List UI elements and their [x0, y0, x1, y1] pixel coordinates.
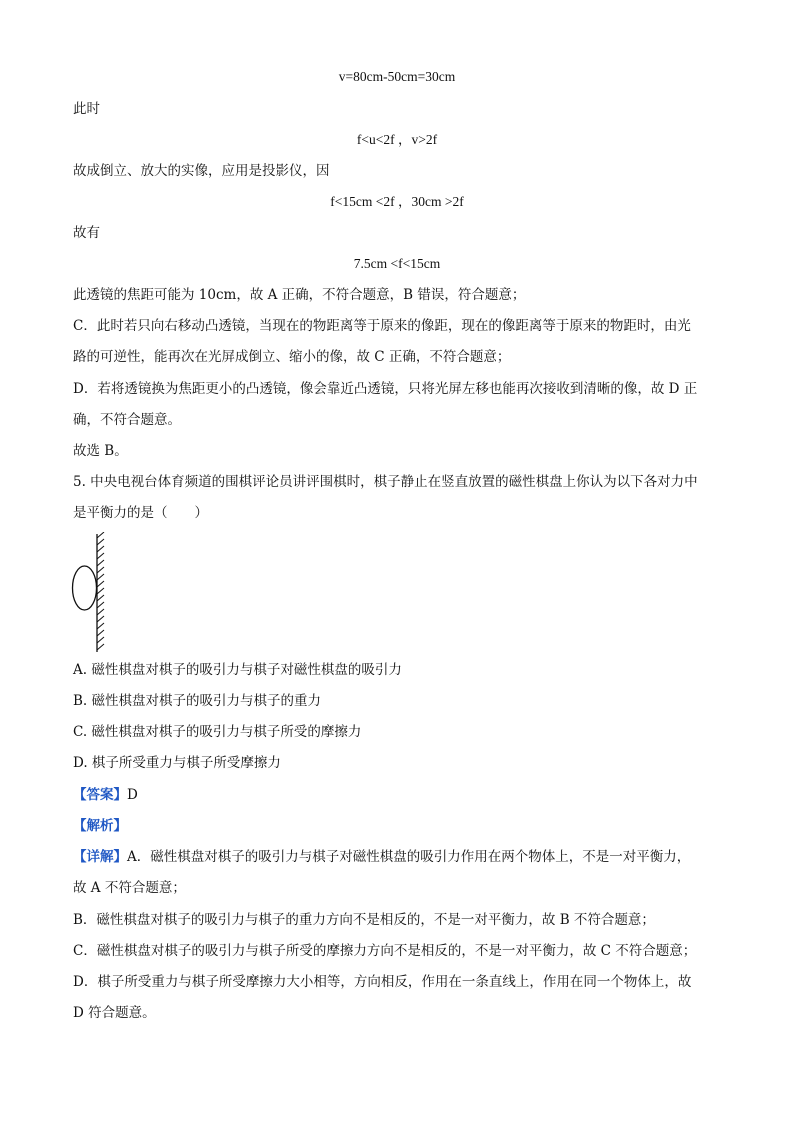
detail-line-d2: D 符合题意。 — [73, 1005, 156, 1021]
analysis-tag: 【解析】 — [73, 818, 127, 834]
question-5-stem-1: 5. 中央电视台体育频道的围棋评论员讲评围棋时，棋子静止在竖直放置的磁性棋盘上你认为以下各对力中 — [73, 474, 698, 490]
equation-v: v=80cm-50cm=30cm — [338, 69, 456, 84]
detail-line-d1: D．棋子所受重力与棋子所受摩擦力大小相等，方向相反，作用在一条直线上，作用在同一个物体上，故 — [73, 974, 692, 990]
text-guyou: 故有 — [73, 225, 100, 241]
option-a: A. 磁性棋盘对棋子的吸引力与棋子对磁性棋盘的吸引力 — [73, 662, 402, 678]
detail-line-a2: 故 A 不符合题意； — [73, 880, 186, 896]
text-focal-conclusion: 此透镜的焦距可能为 10cm，故 A 正确，不符合题意，B 错误，符合题意； — [73, 287, 526, 303]
equation-condition: f<u<2f ，v>2f — [356, 132, 438, 147]
option-b: B. 磁性棋盘对棋子的吸引力与棋子的重力 — [73, 693, 322, 709]
answer-value: D — [127, 787, 138, 803]
text-option-c-analysis-1: C．此时若只向右移动凸透镜，当现在的物距离等于原来的像距，现在的像距离等于原来的物距时，由光 — [73, 318, 691, 334]
option-c: C. 磁性棋盘对棋子的吸引力与棋子所受的摩擦力 — [73, 724, 362, 740]
detail-line-c: C．磁性棋盘对棋子的吸引力与棋子所受的摩擦力方向不是相反的，不是一对平衡力，故 C 不符合题意； — [73, 943, 697, 959]
chess-piece — [73, 566, 97, 610]
text-option-d-analysis-1: D．若将透镜换为焦距更小的凸透镜，像会靠近凸透镜，只将光屏左移也能再次接收到清晰的像，故 D 正 — [73, 381, 698, 397]
text-cishi: 此时 — [73, 101, 100, 117]
text-option-d-analysis-2: 确，不符合题意。 — [73, 412, 181, 428]
answer-line — [73, 785, 138, 805]
equation-focal-condition: f<15cm <2f ，30cm >2f — [330, 194, 464, 209]
text-select-b: 故选 B。 — [73, 443, 128, 459]
detail-line-a1 — [73, 847, 690, 867]
equation-focal-range: 7.5cm <f<15cm — [353, 256, 441, 271]
chess-piece-on-board-figure — [70, 532, 110, 654]
question-5-stem-2: 是平衡力的是（ ） — [73, 505, 208, 521]
answer-tag: 【答案】 — [73, 787, 127, 803]
option-d: D. 棋子所受重力与棋子所受摩擦力 — [73, 755, 281, 771]
detail-tag: 【详解】 — [73, 849, 127, 865]
board-hatching — [97, 532, 104, 650]
text-image-type: 故成倒立、放大的实像，应用是投影仪，因 — [73, 163, 330, 179]
text-option-c-analysis-2: 路的可逆性，能再次在光屏成倒立、缩小的像，故 C 正确，不符合题意； — [73, 349, 511, 365]
detail-line-b: B．磁性棋盘对棋子的吸引力与棋子的重力方向不是相反的，不是一对平衡力，故 B 不符合题意； — [73, 912, 655, 928]
detail-a1-text: A．磁性棋盘对棋子的吸引力与棋子对磁性棋盘的吸引力作用在两个物体上，不是一对平衡力， — [127, 849, 691, 865]
